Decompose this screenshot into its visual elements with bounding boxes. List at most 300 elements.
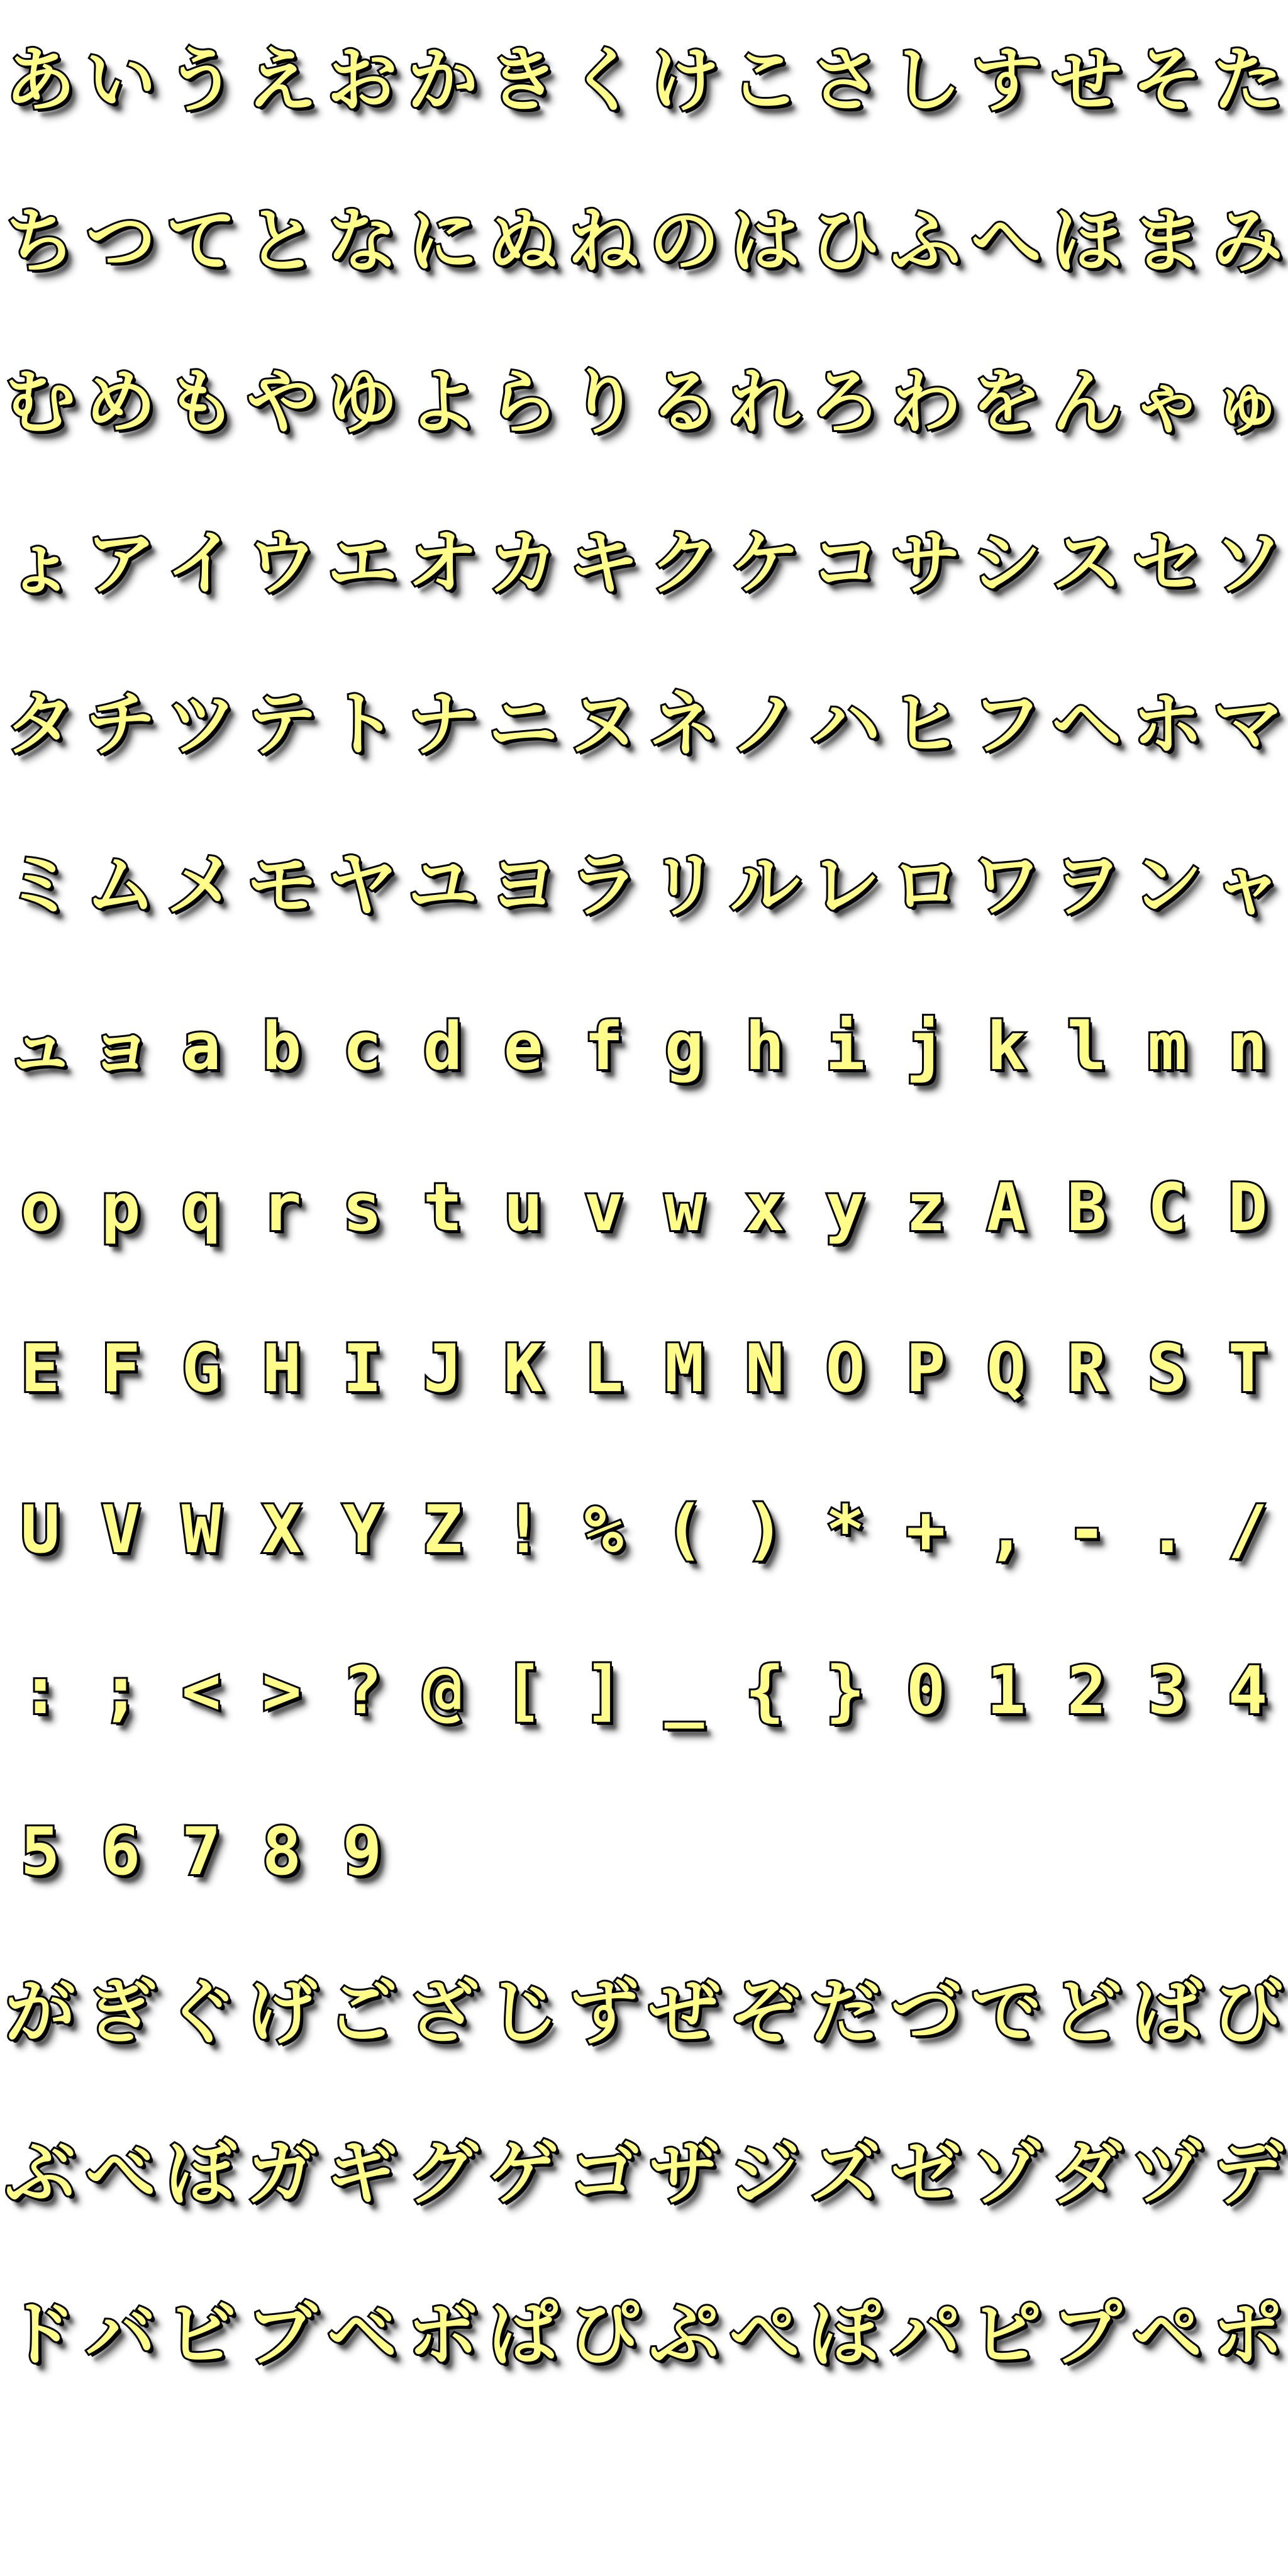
glyph-cell	[242, 644, 322, 805]
glyph: ぽ	[810, 2294, 880, 2375]
glyph-cell	[724, 483, 805, 644]
glyph-cell	[80, 0, 161, 161]
glyph-row	[0, 2254, 1288, 2415]
glyph-cell	[80, 2254, 161, 2415]
glyph: ハ	[810, 684, 880, 765]
glyph-cell	[966, 0, 1046, 161]
glyph-cell	[644, 1127, 724, 1288]
glyph: ;	[101, 1652, 141, 1729]
glyph-cell	[1208, 1610, 1288, 1771]
glyph-cell	[483, 2093, 564, 2254]
glyph: ュ	[5, 1006, 75, 1087]
glyph: こ	[730, 40, 800, 121]
glyph-cell	[1046, 1288, 1127, 1449]
glyph-cell	[80, 805, 161, 966]
glyph-cell	[805, 322, 886, 483]
glyph: ワ	[971, 845, 1041, 926]
glyph: グ	[408, 2133, 478, 2214]
glyph: ]	[584, 1652, 624, 1729]
glyph-cell	[1046, 805, 1127, 966]
glyph-cell	[1208, 644, 1288, 805]
glyph-cell	[886, 1449, 966, 1610]
glyph: ど	[1052, 1972, 1122, 2053]
glyph: ヘ	[1052, 684, 1122, 765]
glyph: C	[1147, 1169, 1187, 1246]
glyph-cell	[161, 1932, 242, 2093]
glyph-cell	[0, 1771, 80, 1932]
glyph: ロ	[891, 845, 961, 926]
glyph-cell	[242, 2093, 322, 2254]
glyph-cell	[1127, 322, 1208, 483]
glyph-cell	[402, 483, 483, 644]
glyph-cell	[1127, 805, 1208, 966]
glyph: i	[825, 1008, 865, 1085]
glyph: ル	[730, 845, 800, 926]
glyph-cell	[161, 1771, 242, 1932]
glyph: ね	[569, 201, 639, 282]
glyph-cell	[886, 1610, 966, 1771]
glyph-cell	[161, 1610, 242, 1771]
glyph-cell	[483, 1932, 564, 2093]
glyph-row	[0, 1449, 1288, 1610]
glyph: オ	[408, 523, 478, 604]
glyph: め	[86, 362, 156, 443]
glyph-cell	[1127, 1449, 1208, 1610]
glyph: ふ	[891, 201, 961, 282]
glyph: か	[408, 40, 478, 121]
glyph-cell	[1127, 1288, 1208, 1449]
glyph-cell	[322, 1449, 402, 1610]
glyph-cell	[0, 2093, 80, 2254]
glyph-cell	[564, 322, 644, 483]
glyph: Q	[986, 1330, 1026, 1407]
glyph: z	[906, 1169, 946, 1246]
glyph: ぺ	[730, 2294, 800, 2375]
glyph-cell	[322, 644, 402, 805]
glyph: メ	[166, 845, 236, 926]
glyph: ン	[1132, 845, 1202, 926]
glyph-cell	[80, 644, 161, 805]
glyph-cell	[966, 1449, 1046, 1610]
glyph-cell	[966, 966, 1046, 1127]
glyph-cell	[805, 1127, 886, 1288]
glyph: ぷ	[649, 2294, 719, 2375]
glyph-cell	[402, 322, 483, 483]
glyph: x	[745, 1169, 785, 1246]
glyph-cell	[644, 322, 724, 483]
glyph: ぱ	[488, 2294, 558, 2375]
glyph-cell	[886, 2254, 966, 2415]
glyph-cell	[80, 1932, 161, 2093]
glyph-cell	[161, 483, 242, 644]
glyph: ゃ	[1132, 362, 1202, 443]
glyph: れ	[730, 362, 800, 443]
glyph: H	[262, 1330, 302, 1407]
glyph-cell	[483, 161, 564, 322]
glyph: ニ	[488, 684, 558, 765]
glyph: ヤ	[327, 845, 397, 926]
glyph: P	[906, 1330, 946, 1407]
glyph-cell	[966, 1288, 1046, 1449]
glyph: u	[503, 1169, 543, 1246]
glyph: ホ	[1132, 684, 1202, 765]
glyph-cell	[805, 1932, 886, 2093]
glyph-cell	[644, 1288, 724, 1449]
glyph: セ	[1132, 523, 1202, 604]
glyph: ぶ	[5, 2133, 75, 2214]
glyph-cell	[1208, 483, 1288, 644]
glyph-cell	[0, 1610, 80, 1771]
glyph: む	[5, 362, 75, 443]
glyph-cell	[322, 1610, 402, 1771]
glyph: ユ	[408, 845, 478, 926]
glyph-cell	[886, 966, 966, 1127]
glyph-cell	[242, 1932, 322, 2093]
glyph: ポ	[1213, 2294, 1283, 2375]
glyph-cell	[242, 1610, 322, 1771]
glyph: リ	[649, 845, 719, 926]
glyph: よ	[408, 362, 478, 443]
glyph: ゴ	[569, 2133, 639, 2214]
glyph-cell	[483, 322, 564, 483]
glyph: プ	[1052, 2294, 1122, 2375]
glyph: 6	[101, 1813, 141, 1890]
glyph-cell	[886, 2093, 966, 2254]
glyph-cell	[161, 0, 242, 161]
glyph-cell	[322, 0, 402, 161]
glyph-cell	[242, 0, 322, 161]
glyph: M	[664, 1330, 704, 1407]
glyph-cell	[564, 161, 644, 322]
glyph-cell	[644, 161, 724, 322]
glyph: +	[906, 1491, 946, 1568]
glyph: ピ	[971, 2294, 1041, 2375]
glyph: A	[986, 1169, 1026, 1246]
glyph: わ	[891, 362, 961, 443]
glyph: Y	[342, 1491, 382, 1568]
glyph: ム	[86, 845, 156, 926]
glyph: ぬ	[488, 201, 558, 282]
glyph: あ	[5, 40, 75, 121]
glyph-cell	[242, 2254, 322, 2415]
glyph: F	[101, 1330, 141, 1407]
glyph-cell	[402, 0, 483, 161]
glyph-cell	[886, 1288, 966, 1449]
glyph: y	[825, 1169, 865, 1246]
glyph: ぜ	[649, 1972, 719, 2053]
glyph: ヒ	[891, 684, 961, 765]
glyph-cell	[886, 483, 966, 644]
glyph: く	[569, 40, 639, 121]
glyph: ヨ	[488, 845, 558, 926]
glyph-cell	[322, 483, 402, 644]
glyph-cell	[966, 161, 1046, 322]
glyph-cell	[242, 1288, 322, 1449]
glyph: %	[584, 1491, 624, 1568]
glyph-cell	[1208, 2254, 1288, 2415]
glyph-cell	[1208, 805, 1288, 966]
glyph: }	[825, 1652, 865, 1729]
glyph-cell	[644, 644, 724, 805]
glyph: m	[1147, 1008, 1187, 1085]
glyph: テ	[247, 684, 317, 765]
glyph: h	[745, 1008, 785, 1085]
glyph: <	[181, 1652, 221, 1729]
glyph-cell	[966, 483, 1046, 644]
glyph-cell	[1127, 483, 1208, 644]
glyph-cell	[564, 483, 644, 644]
glyph-cell	[483, 644, 564, 805]
glyph: o	[20, 1169, 60, 1246]
glyph-cell	[402, 1127, 483, 1288]
glyph: ゼ	[891, 2133, 961, 2214]
glyph: >	[262, 1652, 302, 1729]
glyph-cell	[0, 161, 80, 322]
glyph: を	[971, 362, 1041, 443]
glyph-cell	[886, 644, 966, 805]
glyph: コ	[810, 523, 880, 604]
glyph: 1	[986, 1652, 1026, 1729]
glyph-cell	[1208, 1288, 1288, 1449]
glyph-row	[0, 1932, 1288, 2093]
glyph-cell	[402, 1288, 483, 1449]
glyph: )	[745, 1491, 785, 1568]
glyph: ゲ	[488, 2133, 558, 2214]
glyph: で	[971, 1972, 1041, 2053]
glyph-cell	[1127, 2093, 1208, 2254]
glyph-cell	[805, 1449, 886, 1610]
glyph: バ	[86, 2294, 156, 2375]
glyph-cell	[564, 2093, 644, 2254]
glyph: チ	[86, 684, 156, 765]
glyph: フ	[971, 684, 1041, 765]
glyph-row	[0, 2093, 1288, 2254]
glyph: キ	[569, 523, 639, 604]
glyph: ぼ	[166, 2133, 236, 2214]
glyph-cell	[161, 2254, 242, 2415]
glyph-cell	[564, 966, 644, 1127]
glyph-cell	[966, 1610, 1046, 1771]
glyph: v	[584, 1169, 624, 1246]
glyph: べ	[86, 2133, 156, 2214]
glyph: ブ	[247, 2294, 317, 2375]
glyph: ぎ	[86, 1972, 156, 2053]
glyph: E	[20, 1330, 60, 1407]
glyph: ス	[1052, 523, 1122, 604]
glyph: ヲ	[1052, 845, 1122, 926]
glyph-cell	[0, 0, 80, 161]
glyph: ?	[342, 1652, 382, 1729]
glyph-cell	[1208, 322, 1288, 483]
glyph: t	[423, 1169, 463, 1246]
glyph-row	[0, 805, 1288, 966]
glyph: ツ	[166, 684, 236, 765]
glyph-cell	[1046, 1127, 1127, 1288]
glyph-cell	[483, 966, 564, 1127]
glyph: が	[5, 1972, 75, 2053]
glyph: 5	[20, 1813, 60, 1890]
glyph-cell	[1208, 0, 1288, 161]
glyph-cell	[242, 161, 322, 322]
glyph: ぞ	[730, 1972, 800, 2053]
glyph: ダ	[1052, 2133, 1122, 2214]
glyph: ざ	[408, 1972, 478, 2053]
glyph-cell	[80, 1449, 161, 1610]
glyph-cell	[1046, 1610, 1127, 1771]
glyph: p	[101, 1169, 141, 1246]
glyph-cell	[402, 2254, 483, 2415]
glyph-cell	[644, 0, 724, 161]
glyph-cell	[0, 322, 80, 483]
glyph: え	[247, 40, 317, 121]
glyph-cell	[1127, 0, 1208, 161]
glyph-row	[0, 161, 1288, 322]
glyph-cell	[724, 805, 805, 966]
glyph: a	[181, 1008, 221, 1085]
glyph-cell	[805, 2254, 886, 2415]
glyph: ぐ	[166, 1972, 236, 2053]
glyph: ギ	[327, 2133, 397, 2214]
glyph-cell	[805, 483, 886, 644]
glyph-cell	[724, 322, 805, 483]
glyph: そ	[1132, 40, 1202, 121]
glyph-cell	[161, 161, 242, 322]
glyph: S	[1147, 1330, 1187, 1407]
glyph-cell	[724, 644, 805, 805]
glyph: s	[342, 1169, 382, 1246]
glyph: シ	[971, 523, 1041, 604]
glyph-cell	[402, 1449, 483, 1610]
glyph-cell	[724, 966, 805, 1127]
glyph-cell	[1127, 966, 1208, 1127]
glyph-cell	[564, 2254, 644, 2415]
glyph: K	[503, 1330, 543, 1407]
glyph-cell	[564, 0, 644, 161]
glyph-cell	[644, 1449, 724, 1610]
glyph-cell	[805, 1610, 886, 1771]
glyph-cell	[1046, 966, 1127, 1127]
glyph: {	[745, 1652, 785, 1729]
glyph-cell	[80, 1771, 161, 1932]
glyph: き	[488, 40, 558, 121]
glyph-row	[0, 1610, 1288, 1771]
glyph: に	[408, 201, 478, 282]
glyph-cell	[322, 1932, 402, 2093]
glyph-cell	[483, 1449, 564, 1610]
glyph: ひ	[810, 201, 880, 282]
glyph: ベ	[327, 2294, 397, 2375]
glyph: O	[825, 1330, 865, 1407]
glyph-cell	[242, 805, 322, 966]
glyph-cell	[966, 322, 1046, 483]
glyph-cell	[322, 1771, 402, 1932]
glyph: 3	[1147, 1652, 1187, 1729]
glyph: せ	[1052, 40, 1122, 121]
glyph-cell	[886, 0, 966, 161]
glyph: ビ	[166, 2294, 236, 2375]
glyph-cell	[402, 1932, 483, 2093]
glyph: み	[1213, 201, 1283, 282]
glyph: ア	[86, 523, 156, 604]
glyph-cell	[564, 1288, 644, 1449]
glyph: W	[181, 1491, 221, 1568]
glyph-cell	[805, 966, 886, 1127]
glyph-cell	[805, 161, 886, 322]
glyph-cell	[242, 1449, 322, 1610]
glyph: ズ	[810, 2133, 880, 2214]
glyph: ヅ	[1132, 2133, 1202, 2214]
glyph: /	[1228, 1491, 1268, 1568]
glyph: g	[664, 1008, 704, 1085]
glyph-cell	[1127, 1127, 1208, 1288]
glyph: い	[86, 40, 156, 121]
glyph: ト	[327, 684, 397, 765]
glyph-cell	[161, 322, 242, 483]
glyph-cell	[886, 322, 966, 483]
glyph-cell	[483, 2254, 564, 2415]
glyph-cell	[80, 966, 161, 1127]
glyph-cell	[322, 2093, 402, 2254]
glyph-cell	[1208, 2093, 1288, 2254]
glyph-row	[0, 1127, 1288, 1288]
glyph-cell	[80, 1127, 161, 1288]
glyph: パ	[891, 2294, 961, 2375]
glyph-cell	[322, 322, 402, 483]
glyph-row	[0, 644, 1288, 805]
glyph-cell	[724, 1449, 805, 1610]
glyph: ゅ	[1213, 362, 1283, 443]
glyph-cell	[1208, 1127, 1288, 1288]
glyph: ほ	[1052, 201, 1122, 282]
glyph: た	[1213, 40, 1283, 121]
glyph: ザ	[649, 2133, 719, 2214]
glyph-cell	[161, 2093, 242, 2254]
glyph-cell	[1127, 2254, 1208, 2415]
glyph-cell	[402, 161, 483, 322]
glyph-cell	[483, 1127, 564, 1288]
glyph: す	[971, 40, 1041, 121]
glyph: .	[1147, 1491, 1187, 1568]
glyph: る	[649, 362, 719, 443]
glyph: ノ	[730, 684, 800, 765]
glyph-cell	[161, 966, 242, 1127]
glyph-cell	[966, 1932, 1046, 2093]
glyph-cell	[966, 1127, 1046, 1288]
glyph: り	[569, 362, 639, 443]
glyph-cell	[1046, 1449, 1127, 1610]
glyph: ミ	[5, 845, 75, 926]
glyph: k	[986, 1008, 1026, 1085]
glyph: づ	[891, 1972, 961, 2053]
glyph: f	[584, 1008, 624, 1085]
glyph: :	[20, 1652, 60, 1729]
glyph: ウ	[247, 523, 317, 604]
glyph-cell	[644, 2093, 724, 2254]
glyph-cell	[886, 1932, 966, 2093]
glyph: I	[342, 1330, 382, 1407]
glyph-row	[0, 0, 1288, 161]
glyph-row	[0, 966, 1288, 1127]
glyph-cell	[1127, 1932, 1208, 2093]
glyph: マ	[1213, 684, 1283, 765]
glyph: や	[247, 362, 317, 443]
glyph-cell	[1208, 161, 1288, 322]
glyph: な	[327, 201, 397, 282]
glyph-cell	[966, 2093, 1046, 2254]
glyph-cell	[161, 644, 242, 805]
glyph-cell	[402, 805, 483, 966]
glyph: て	[166, 201, 236, 282]
